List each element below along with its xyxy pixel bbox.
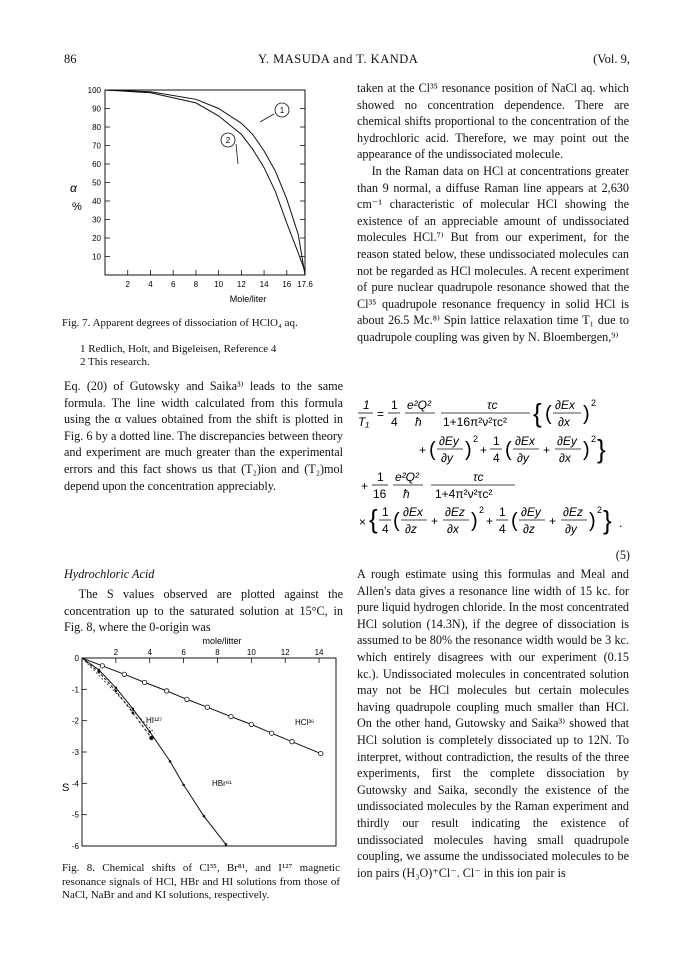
svg-text:1: 1 bbox=[382, 505, 389, 519]
fig7-y-tick-label: 90 bbox=[92, 104, 101, 114]
svg-text:{: { bbox=[369, 504, 378, 534]
fig8-point bbox=[115, 686, 118, 689]
svg-text:): ) bbox=[589, 510, 596, 532]
fig7-x-tick-label: 12 bbox=[236, 280, 246, 289]
fig7-y-tick-label: 60 bbox=[92, 160, 101, 169]
fig8-label-hbr: HBr⁸¹ bbox=[212, 779, 232, 788]
fig7-x-tick-label: 14 bbox=[259, 280, 269, 289]
fig8-point bbox=[169, 760, 172, 763]
fig7-x-tick-label: 6 bbox=[170, 280, 176, 289]
svg-text:2: 2 bbox=[473, 434, 479, 444]
fig7-y-tick-label: 70 bbox=[92, 141, 101, 151]
svg-text:+: + bbox=[419, 443, 427, 457]
svg-text:1: 1 bbox=[499, 505, 506, 519]
fig7-label-leader bbox=[236, 144, 238, 164]
fig7-caption-line-2: 2 This research. bbox=[80, 356, 150, 368]
fig7-y-tick-label: 80 bbox=[92, 123, 101, 132]
fig8-plot-frame bbox=[82, 658, 336, 846]
fig8-x-tick-label: 14 bbox=[314, 648, 324, 657]
svg-text:+: + bbox=[549, 514, 557, 528]
fig8-y-label: S bbox=[62, 782, 70, 794]
fig7-label-leader bbox=[260, 114, 274, 122]
svg-text:∂Ez: ∂Ez bbox=[563, 505, 583, 519]
right-paragraph-1: taken at the Cl³⁵ resonance position of NaCl aq. which showed no concentration dependence. There are chemical shifts proportional to the concentration of the hydrochloric acid. Therefore, we may point out the appearance of the undissociated molecule. bbox=[357, 81, 629, 162]
svg-text:∂z: ∂z bbox=[405, 522, 417, 536]
fig8-x-tick-label: 6 bbox=[181, 648, 186, 657]
fig8-point bbox=[319, 751, 323, 755]
fig8-y-tick-label: -1 bbox=[71, 685, 79, 695]
svg-text:∂Ez: ∂Ez bbox=[445, 505, 465, 519]
svg-text:1+16π²ν²τc²: 1+16π²ν²τc² bbox=[443, 415, 508, 429]
figure-8-chart bbox=[60, 636, 350, 858]
right-paragraph-3: A rough estimate using this formulas and Meal and Allen's data gives a resonance line width of 15 kc. for pure liquid hydrogen chloride. In the most concentrated HCl solution (14.3N), if the degree of dissociation is assumed to be 80% the resonance width would be 3 kc. which entirely disagrees with our experiment (0.15 kc.). Undissociated molecules in concentrated solution may not be HCl molecules but certain molecules having quadrupole coupling much smaller than HCl. On the other hand, Gutowsky and Saika³⁾ showed that HCl solution is completely dissociated up to 12N. To interpret, without contradiction, the results of the three experiments, first the complete dissociation by Gutowsky and Saika, secondly the existence of the undissociated molecules by the Raman experiment and thirdly our result indicating the existence of undissociated molecules having small quadrupole coupling, we assume the undissociated molecules to be ion pairs (H₃O)⁺Cl⁻. Cl⁻ in this ion pair is bbox=[357, 567, 629, 880]
fig8-x-tick-label: 12 bbox=[280, 648, 290, 657]
svg-text:(: ( bbox=[393, 510, 400, 532]
svg-text:(: ( bbox=[505, 439, 512, 461]
fig8-caption: Fig. 8. Chemical shifts of Cl³⁵, Br⁸¹, and I¹²⁷ magnetic resonance signals of HCl, HBr and HI solutions from those of NaCl, NaBr and and KI solutions, respectively. bbox=[62, 862, 340, 901]
svg-text:e²Q²: e²Q² bbox=[395, 470, 419, 484]
svg-text:1+4π²ν²τc²: 1+4π²ν²τc² bbox=[435, 487, 493, 501]
fig8-label-hi: HI¹²⁷ bbox=[146, 716, 163, 725]
svg-text:τc: τc bbox=[473, 470, 484, 484]
fig7-y-label-alpha: α bbox=[70, 181, 77, 195]
fig8-label-hcl: HCl³⁶ bbox=[295, 718, 315, 727]
svg-text:1: 1 bbox=[363, 398, 370, 412]
svg-text:): ) bbox=[583, 439, 590, 461]
svg-text:2: 2 bbox=[597, 505, 603, 515]
svg-text:+: + bbox=[486, 514, 494, 528]
svg-text:∂x: ∂x bbox=[559, 451, 571, 465]
fig8-point bbox=[164, 689, 168, 693]
fig7-plot-frame bbox=[105, 90, 305, 275]
fig7-y-tick-label: 100 bbox=[87, 86, 101, 95]
fig7-y-tick-label: 10 bbox=[92, 252, 101, 262]
svg-text:+: + bbox=[361, 479, 369, 493]
fig7-y-tick-label: 30 bbox=[92, 215, 101, 225]
svg-text:{: { bbox=[533, 398, 542, 428]
fig7-curve-label: 2 bbox=[225, 136, 231, 145]
svg-text:∂Ex: ∂Ex bbox=[403, 505, 423, 519]
fig8-x-tick-label: 2 bbox=[113, 648, 119, 657]
svg-text:∂Ey: ∂Ey bbox=[557, 434, 577, 448]
svg-text:∂y: ∂y bbox=[565, 522, 577, 536]
svg-text:16: 16 bbox=[373, 487, 387, 501]
svg-text:1: 1 bbox=[493, 434, 500, 448]
fig8-point bbox=[100, 664, 104, 668]
svg-text:4: 4 bbox=[499, 522, 506, 536]
svg-text:T₁: T₁ bbox=[358, 415, 370, 429]
svg-text:∂Ex: ∂Ex bbox=[555, 398, 575, 412]
equation-number: (5) bbox=[615, 548, 630, 562]
fig8-y-tick-label: -6 bbox=[71, 842, 79, 851]
svg-text:=: = bbox=[377, 407, 385, 421]
svg-text:): ) bbox=[465, 439, 472, 461]
svg-text:2: 2 bbox=[591, 398, 597, 408]
svg-text:4: 4 bbox=[391, 415, 398, 429]
fig7-curve-label: 1 bbox=[279, 106, 285, 115]
fig8-point bbox=[148, 730, 151, 733]
svg-text:): ) bbox=[583, 403, 590, 425]
svg-text:}: } bbox=[597, 434, 606, 464]
fig7-y-label-percent: % bbox=[72, 201, 82, 213]
fig7-x-tick-label: 4 bbox=[148, 280, 153, 289]
fig8-point bbox=[290, 739, 294, 743]
fig7-y-tick-label: 40 bbox=[92, 197, 101, 206]
svg-text:2: 2 bbox=[479, 505, 485, 515]
svg-text:.: . bbox=[619, 516, 623, 530]
fig8-y-tick-label: -3 bbox=[71, 748, 79, 757]
svg-text:(: ( bbox=[511, 510, 518, 532]
fig7-curve-1 bbox=[105, 90, 305, 275]
running-authors: Y. MASUDA and T. KANDA bbox=[258, 52, 419, 66]
fig8-y-tick-label: -5 bbox=[71, 810, 79, 820]
fig8-hi-end-point bbox=[149, 736, 153, 740]
svg-text:2: 2 bbox=[591, 434, 597, 444]
fig8-point bbox=[182, 784, 185, 787]
fig8-x-tick-label: 8 bbox=[215, 648, 220, 657]
right-paragraph-2: In the Raman data on HCl at concentrations greater than 9 normal, a diffuse Raman line appears at 2,630 cm⁻¹ characteristic of molecular HCl showing the existence of an appreciable amount of undissociated molecules HCl.⁷⁾ But from our experiment, for the reason stated below, these undissociated molecules can not be regarded as HCl molecules. A recent experiment of pure nuclear quadrupole resonance showed that the Cl³⁵ quadrupole resonance frequency in solid HCl is about 26.5 Mc.⁸⁾ Spin lattice relaxation time T₁ due to quadrupole coupling was given by N. Bloembergen,⁹⁾ bbox=[357, 163, 629, 344]
fig7-curve-2 bbox=[105, 90, 305, 271]
svg-text:∂Ex: ∂Ex bbox=[515, 434, 535, 448]
fig7-x-tick-label: 10 bbox=[214, 280, 224, 289]
fig8-y-tick-label: -2 bbox=[71, 716, 79, 726]
svg-text:+: + bbox=[431, 514, 439, 528]
volume-label: (Vol. 9, bbox=[593, 52, 630, 66]
fig8-point bbox=[185, 697, 189, 701]
fig8-x-tick-label: 10 bbox=[246, 648, 256, 657]
fig8-point bbox=[249, 722, 253, 726]
svg-text:∂Ey: ∂Ey bbox=[521, 505, 541, 519]
svg-text:∂y: ∂y bbox=[441, 451, 453, 465]
fig8-point bbox=[225, 843, 228, 846]
fig7-x-tick-label: 2 bbox=[125, 280, 130, 289]
fig8-y-tick-label: 0 bbox=[74, 654, 79, 663]
svg-text:∂x: ∂x bbox=[558, 415, 570, 429]
svg-text:e²Q²: e²Q² bbox=[407, 398, 431, 412]
fig8-point bbox=[122, 672, 126, 676]
fig8-point bbox=[115, 690, 118, 693]
fig7-x-tick-label: 8 bbox=[193, 280, 199, 289]
fig7-x-tick-label: 17.6 bbox=[297, 280, 313, 289]
fig7-x-label: Mole/liter bbox=[229, 294, 267, 304]
svg-text:}: } bbox=[603, 505, 612, 535]
svg-text:1: 1 bbox=[391, 398, 398, 412]
fig8-point bbox=[132, 707, 135, 710]
svg-text:4: 4 bbox=[382, 522, 389, 536]
svg-text:4: 4 bbox=[493, 451, 500, 465]
svg-text:(: ( bbox=[429, 439, 436, 461]
svg-text:∂Ey: ∂Ey bbox=[439, 434, 459, 448]
svg-text:+: + bbox=[480, 443, 488, 457]
svg-text:1: 1 bbox=[377, 470, 384, 484]
svg-text:×: × bbox=[359, 515, 367, 529]
equation-5 bbox=[355, 396, 635, 546]
section-heading-hydrochloric: Hydrochloric Acid bbox=[64, 567, 155, 581]
fig7-caption-title: Fig. 7. Apparent degrees of dissociation of HClO₄ aq. bbox=[62, 317, 298, 329]
fig8-line-0 bbox=[82, 658, 321, 754]
page-number: 86 bbox=[64, 52, 77, 66]
figure-7-chart bbox=[60, 80, 350, 305]
fig8-y-tick-label: -4 bbox=[71, 779, 79, 789]
left-paragraph-2: The S values observed are plotted against the concentration up to the saturated solution at 15°C, in Fig. 8, where the 0-origin was bbox=[64, 587, 343, 635]
fig8-x-tick-label: 4 bbox=[147, 648, 152, 657]
svg-text:ħ: ħ bbox=[415, 415, 422, 429]
fig8-line-2 bbox=[82, 658, 151, 738]
fig7-y-tick-label: 20 bbox=[92, 234, 101, 243]
svg-text:∂y: ∂y bbox=[517, 451, 529, 465]
svg-text:∂x: ∂x bbox=[447, 522, 459, 536]
fig8-point bbox=[132, 712, 135, 715]
svg-text:+: + bbox=[543, 443, 551, 457]
svg-text:τc: τc bbox=[487, 398, 498, 412]
svg-text:(: ( bbox=[545, 403, 552, 425]
fig8-x-label: mole/litter bbox=[202, 636, 242, 646]
fig8-point bbox=[203, 815, 206, 818]
fig8-point bbox=[98, 671, 101, 674]
fig8-point bbox=[142, 680, 146, 684]
fig7-x-tick-label: 16 bbox=[282, 280, 292, 289]
svg-text:ħ: ħ bbox=[403, 487, 410, 501]
fig7-caption-line-1: 1 Redlich, Holt, and Bigeleisen, Reference 4 bbox=[80, 343, 277, 355]
svg-text:): ) bbox=[471, 510, 478, 532]
fig8-guide-line bbox=[82, 658, 155, 733]
left-paragraph-1: Eq. (20) of Gutowsky and Saika³⁾ leads to the same formula. The line width calculated from this formula using the α values obtained from the shift is plotted in Fig. 6 by a dotted line. The discrepancies between theory and experiment are much greater than the experimental errors and this fact shows us that (T₂)ion and (T₂)mol depend upon the concentration appreciably. bbox=[64, 379, 343, 493]
fig8-point bbox=[229, 714, 233, 718]
fig8-point bbox=[269, 731, 273, 735]
svg-text:∂z: ∂z bbox=[523, 522, 535, 536]
fig7-y-tick-label: 50 bbox=[92, 178, 101, 188]
fig8-point bbox=[205, 705, 209, 709]
